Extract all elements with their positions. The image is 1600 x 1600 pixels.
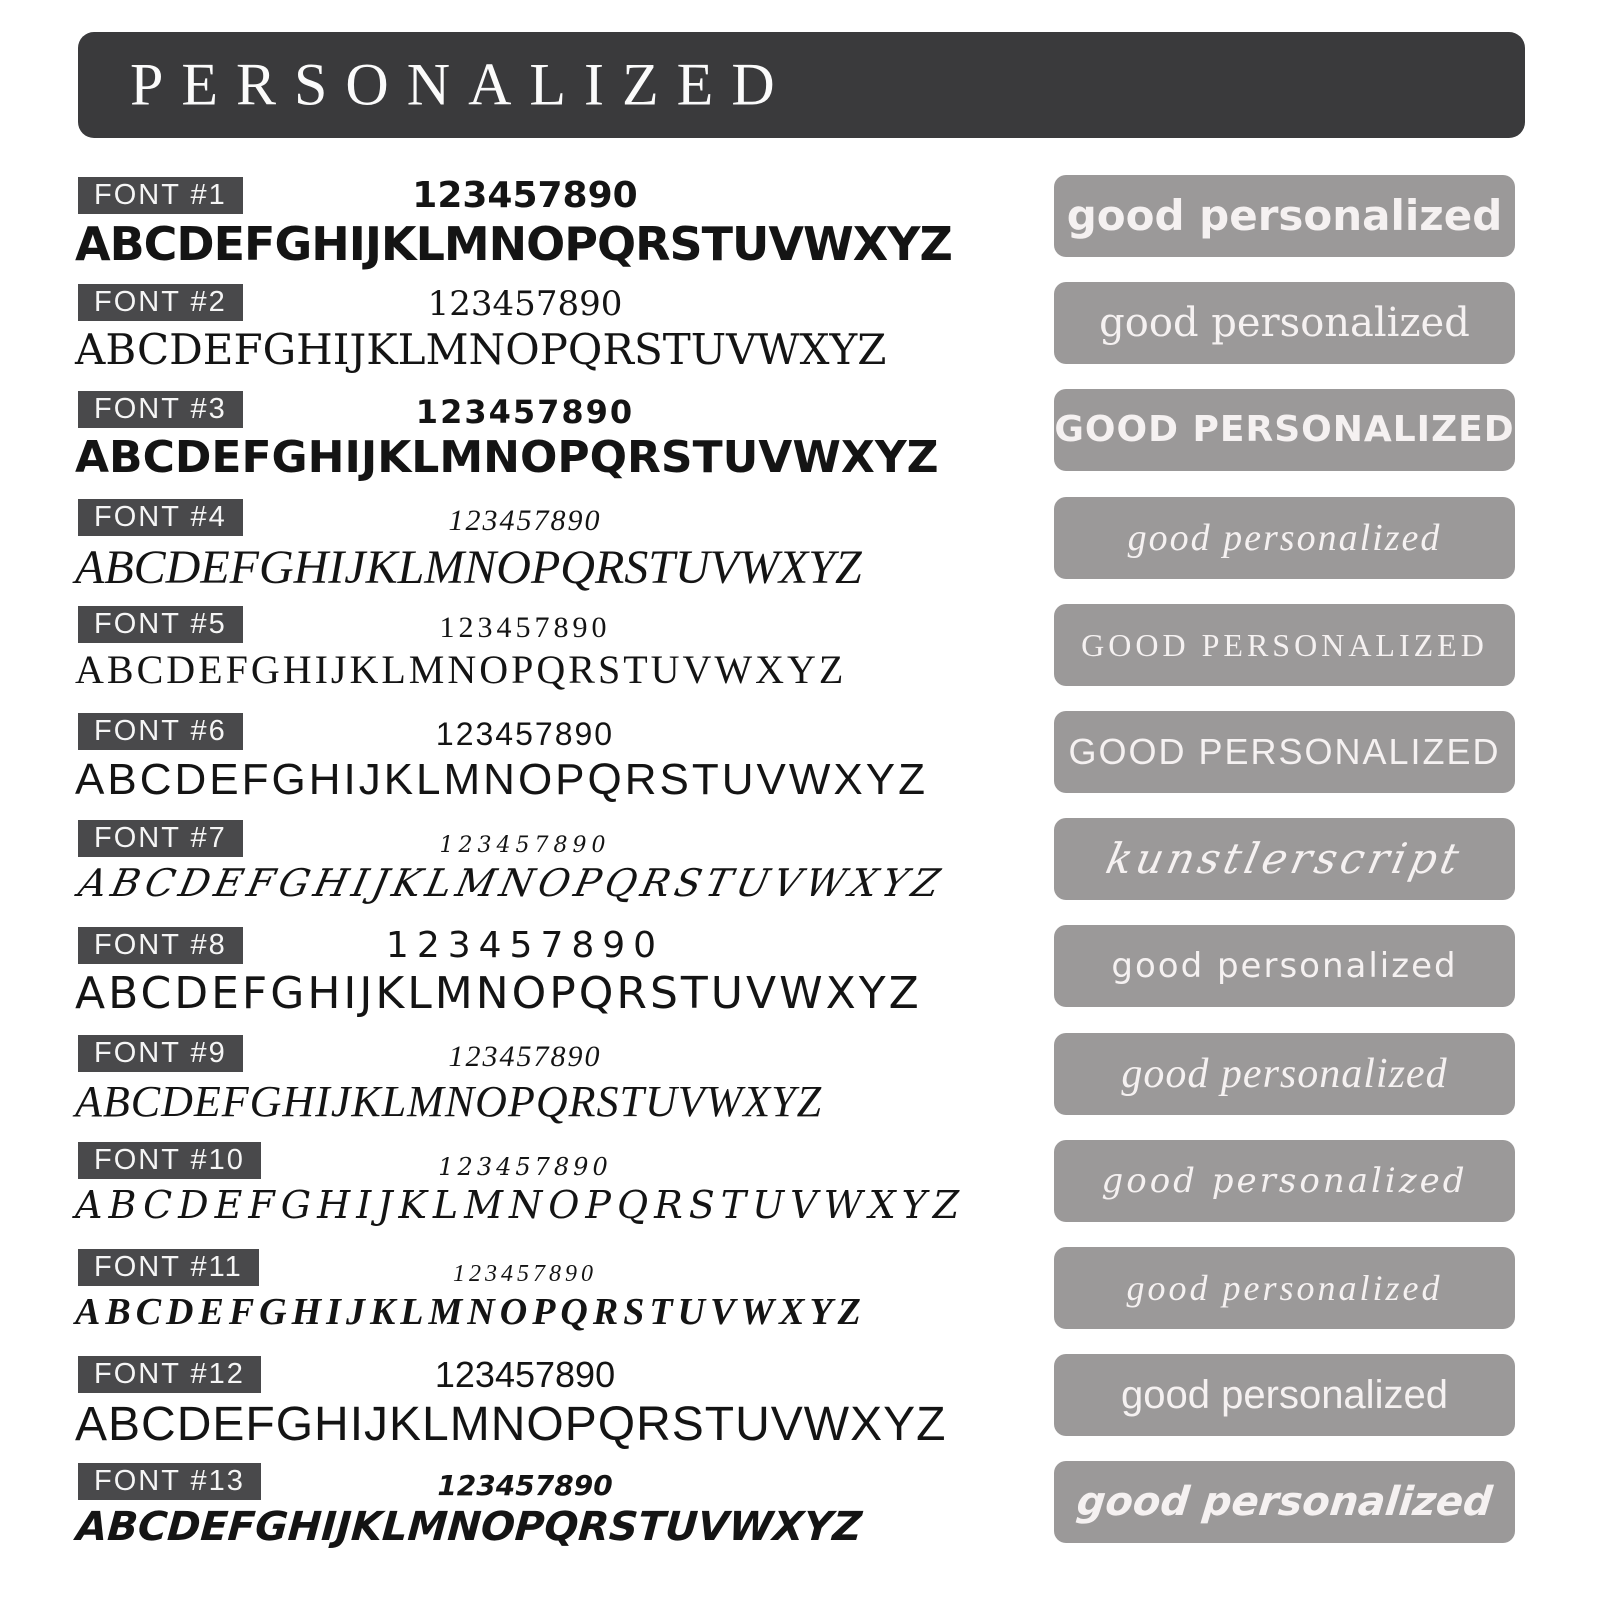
font-sample-box [1054,818,1515,900]
font-row [75,499,975,595]
font-sample-box [1054,1247,1515,1329]
font-label: FONT #1 [78,177,243,214]
font-row-head [75,606,975,643]
font-sample-text: good personalized [1101,1160,1468,1201]
font-label: FONT #8 [78,927,243,964]
font-alphabet: ABCDEFGHIJKLMNOPQRSTUVWXYZ [75,968,922,1020]
font-row-head [75,284,975,325]
font-alphabet: ABCDEFGHIJKLMNOPQRSTUVWXYZ [75,1076,823,1126]
font-numbers: 123457890 [435,716,615,752]
font-sample-box [1054,497,1515,579]
font-label: FONT #10 [78,1142,261,1179]
font-row-head [75,1142,975,1179]
font-sample-box [1054,175,1515,257]
font-row [75,606,975,693]
font-row-head [75,1035,975,1072]
font-numbers: 123457890 [438,1152,612,1181]
font-row [75,391,975,482]
font-numbers: 123457890 [385,925,665,967]
font-row [75,1356,975,1452]
font-numbers: 123457890 [412,175,638,216]
title-banner [78,32,1525,138]
font-numbers: 123457890 [448,1039,602,1073]
font-label: FONT #9 [78,1035,243,1072]
font-alphabet: ABCDEFGHIJKLMNOPQRSTUVWXYZ [75,217,952,271]
font-alphabet: ABCDEFGHIJKLMNOPQRSTUVWXYZ [75,1182,966,1227]
font-sample-text: kunstlerscript [1102,834,1468,884]
font-alphabet: ABCDEFGHIJKLMNOPQRSTUVWXYZ [75,540,862,594]
font-row [75,177,975,271]
font-sample-text: good personalized [1066,191,1503,240]
font-label: FONT #13 [78,1463,261,1500]
font-row-head [75,1354,975,1396]
font-row [75,713,975,804]
font-alphabet: ABCDEFGHIJKLMNOPQRSTUVWXYZ [75,325,887,375]
font-alphabet: ABCDEFGHIJKLMNOPQRSTUVWXYZ [75,432,939,484]
font-sample-box [1054,711,1515,793]
font-sample-box [1054,1140,1515,1222]
font-sample-text: GOOD PERSONALIZED [1054,409,1515,451]
font-sample-box [1054,282,1515,364]
font-alphabet: ABCDEFGHIJKLMNOPQRSTUVWXYZ [74,1504,864,1551]
font-row [75,1142,975,1227]
font-label: FONT #11 [78,1249,259,1286]
font-alphabet: ABCDEFGHIJKLMNOPQRSTUVWXYZ [75,1291,866,1333]
font-numbers: 123457890 [439,610,611,644]
font-row-head [75,713,975,750]
font-row [75,820,975,905]
font-alphabet: ABCDEFGHIJKLMNOPQRSTUVWXYZ [75,646,847,692]
font-label: FONT #2 [78,284,243,321]
font-row-head [75,1249,975,1286]
font-row-head [75,820,975,857]
font-numbers: 123457890 [448,503,602,537]
font-sample-box [1054,925,1515,1007]
font-sample-box [1054,1033,1515,1115]
font-numbers: 123457890 [434,1354,616,1396]
font-sample-text: good personalized [1126,1268,1443,1308]
font-sample-box [1054,1461,1515,1543]
font-row-head [75,499,975,536]
font-label: FONT #6 [78,713,243,750]
font-sample-box [1054,1354,1515,1436]
font-sample-text: good personalized [1111,946,1458,987]
font-label: FONT #7 [78,820,243,857]
font-row [75,1035,975,1126]
font-sample-text: good personalized [1121,1050,1448,1097]
font-numbers: 123457890 [427,284,623,325]
font-sample-text: good personalized [1099,300,1470,347]
font-numbers: 123457890 [415,393,635,432]
font-label: FONT #3 [78,391,243,428]
font-row-head [75,1463,975,1503]
font-row-head [75,925,975,967]
font-label: FONT #4 [78,499,243,536]
font-alphabet: ABCDEFGHIJKLMNOPQRSTUVWXYZ [75,755,928,804]
font-row [75,284,975,373]
font-sample-box [1054,389,1515,471]
font-row [75,1463,975,1550]
font-sample-text: GOOD PERSONALIZED [1081,626,1488,663]
font-label: FONT #5 [78,606,243,643]
font-sample-box [1054,604,1515,686]
font-label: FONT #12 [78,1356,261,1393]
font-sample-text: good personalized [1127,516,1442,559]
font-numbers: 123457890 [439,833,611,859]
page-title: PERSONALIZED [130,51,793,118]
font-alphabet: ABCDEFGHIJKLMNOPQRSTUVWXYZ [74,861,949,906]
font-row [75,1249,975,1334]
font-alphabet: ABCDEFGHIJKLMNOPQRSTUVWXYZ [75,1398,947,1452]
font-sample-text: GOOD PERSONALIZED [1068,731,1501,772]
font-row-head [75,391,975,432]
font-sample-text: good personalized [1074,1479,1495,1526]
font-numbers: 123457890 [453,1261,597,1287]
font-row [75,927,975,1018]
font-numbers: 123457890 [437,1469,613,1503]
font-sample-text: good personalized [1121,1373,1448,1418]
font-row-head [75,177,975,214]
